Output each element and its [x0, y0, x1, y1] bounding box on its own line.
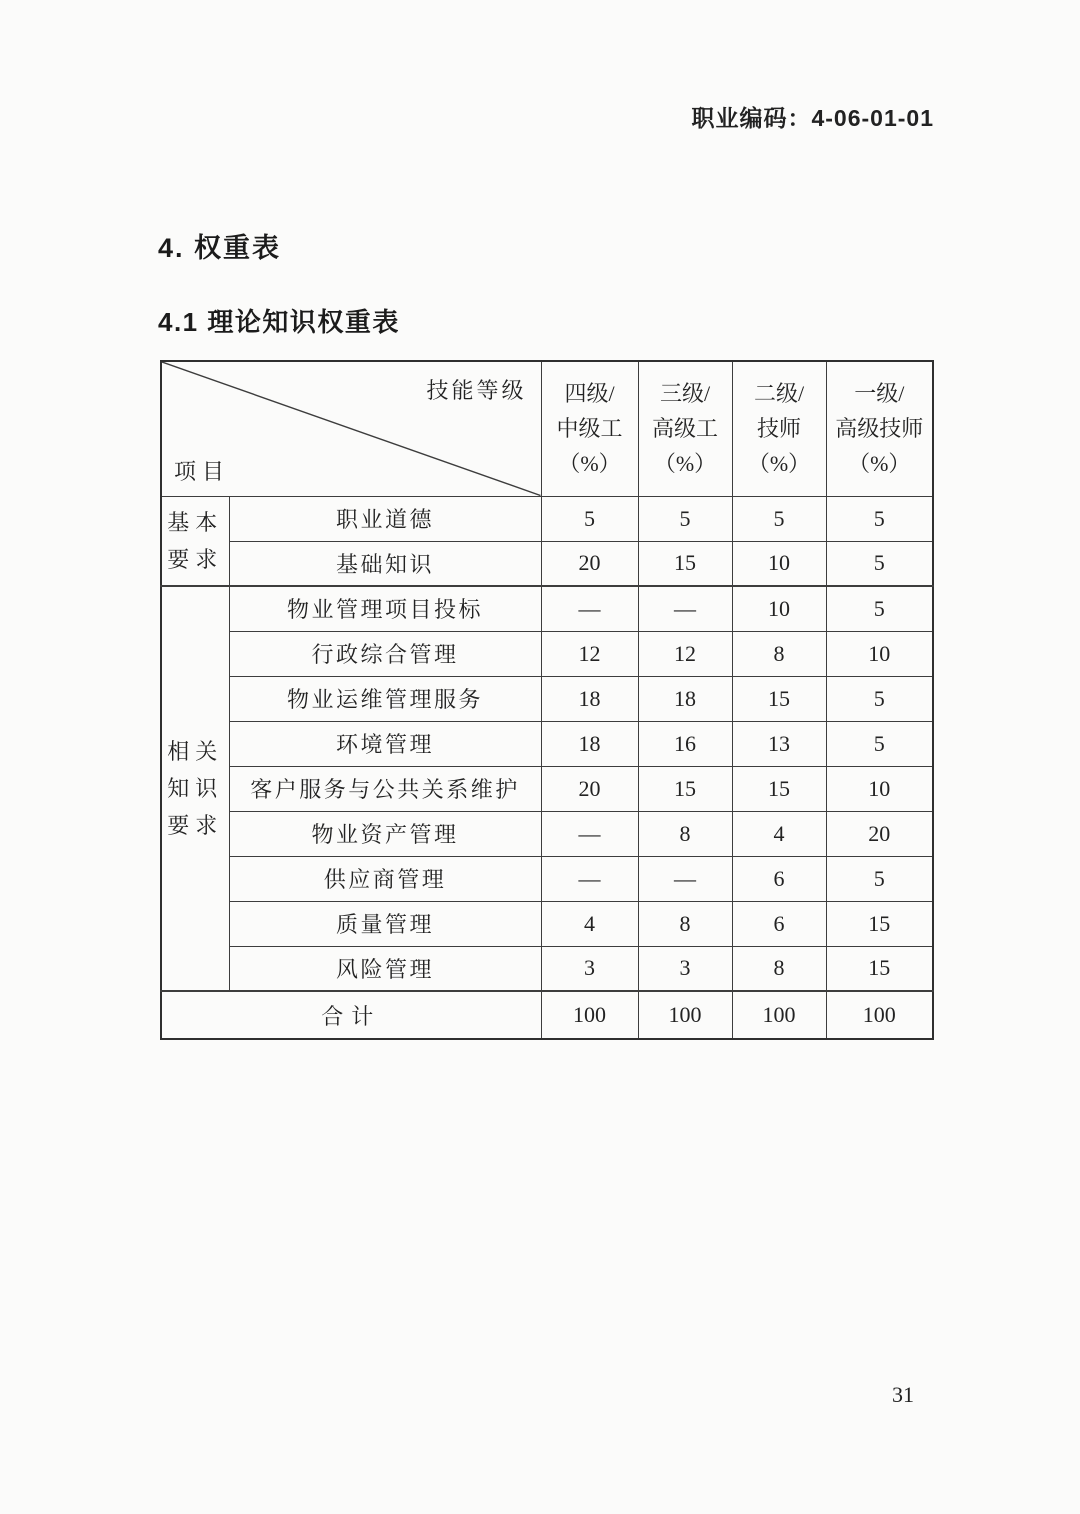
- table-row: [161, 766, 933, 811]
- column-header-line: （%）: [848, 451, 911, 477]
- value-cell: 20: [826, 811, 933, 856]
- value-cell: 5: [826, 496, 933, 541]
- value-cell: 3: [638, 946, 732, 991]
- total-row: [161, 991, 933, 1039]
- group-label-line: 基本: [167, 509, 224, 535]
- value-cell: 18: [541, 721, 638, 766]
- value-cell: 12: [541, 631, 638, 676]
- row-name-cell: 质量管理: [229, 901, 541, 946]
- value-cell: —: [541, 856, 638, 901]
- value-cell: 10: [732, 586, 826, 631]
- column-header-line: 高级工: [651, 416, 718, 442]
- row-name-cell: 供应商管理: [229, 856, 541, 901]
- table-row: [161, 496, 933, 541]
- value-cell: 5: [732, 496, 826, 541]
- section-heading: 4. 权重表: [158, 233, 282, 263]
- column-header-line: 高级技师: [835, 416, 924, 442]
- value-cell: 15: [826, 946, 933, 991]
- value-cell: 15: [826, 901, 933, 946]
- table-header-row: [161, 361, 933, 496]
- group-label-line: 相关: [167, 739, 224, 764]
- value-cell: 8: [638, 901, 732, 946]
- row-name-cell: 客户服务与公共关系维护: [229, 766, 541, 811]
- row-name-cell: 物业资产管理: [229, 811, 541, 856]
- row-name-cell: 职业道德: [229, 496, 541, 541]
- corner-label-skill-level: 技能等级: [426, 378, 527, 403]
- total-label-cell: 合计: [161, 991, 541, 1039]
- value-cell: 3: [541, 946, 638, 991]
- value-cell: —: [541, 586, 638, 631]
- table-row: [161, 676, 933, 721]
- column-header-line: 技师: [756, 416, 801, 442]
- column-header-line: （%）: [653, 451, 717, 477]
- column-header-line: 四级/: [564, 381, 615, 407]
- column-header-line: 中级工: [556, 416, 623, 442]
- value-cell: 10: [826, 631, 933, 676]
- value-cell: —: [541, 811, 638, 856]
- value-cell: 12: [638, 631, 732, 676]
- subsection-heading: 4.1 理论知识权重表: [158, 307, 400, 337]
- group-label-basic-requirements: [161, 496, 229, 586]
- corner-label-project: 项目: [174, 458, 231, 484]
- value-cell: 15: [732, 766, 826, 811]
- value-cell: 13: [732, 721, 826, 766]
- value-cell: 16: [638, 721, 732, 766]
- value-cell: —: [638, 586, 732, 631]
- total-value-cell: 100: [826, 991, 933, 1039]
- value-cell: 18: [541, 676, 638, 721]
- page-number: 31: [892, 1382, 914, 1407]
- column-header-line: （%）: [747, 451, 811, 477]
- table-row: [161, 721, 933, 766]
- table-row: [161, 541, 933, 586]
- group-label-line: 要求: [167, 813, 224, 838]
- value-cell: 15: [638, 541, 732, 586]
- column-header-level2: [732, 361, 826, 496]
- value-cell: 20: [541, 541, 638, 586]
- column-header-line: 一级/: [854, 381, 905, 407]
- group-label-line: 知识: [167, 776, 224, 801]
- value-cell: 5: [826, 676, 933, 721]
- table-row: [161, 811, 933, 856]
- row-name-cell: 物业管理项目投标: [229, 586, 541, 631]
- value-cell: 15: [732, 676, 826, 721]
- table-row: [161, 856, 933, 901]
- table-row: [161, 901, 933, 946]
- value-cell: 5: [638, 496, 732, 541]
- value-cell: 8: [638, 811, 732, 856]
- table-row: [161, 586, 933, 631]
- value-cell: 8: [732, 946, 826, 991]
- value-cell: —: [638, 856, 732, 901]
- column-header-line: 三级/: [659, 381, 711, 407]
- value-cell: 6: [732, 901, 826, 946]
- column-header-line: 二级/: [753, 381, 805, 407]
- value-cell: 20: [541, 766, 638, 811]
- value-cell: 4: [732, 811, 826, 856]
- value-cell: 5: [541, 496, 638, 541]
- value-cell: 5: [826, 586, 933, 631]
- total-value-cell: 100: [732, 991, 826, 1039]
- value-cell: 15: [638, 766, 732, 811]
- table-row: [161, 946, 933, 991]
- value-cell: 5: [826, 541, 933, 586]
- row-name-cell: 物业运维管理服务: [229, 676, 541, 721]
- row-name-cell: 基础知识: [229, 541, 541, 586]
- group-label-line: 要求: [167, 546, 224, 572]
- group-label-related-knowledge: [161, 586, 229, 991]
- value-cell: 10: [732, 541, 826, 586]
- table-row: [161, 631, 933, 676]
- row-name-cell: 风险管理: [229, 946, 541, 991]
- occupation-code: 职业编码：4-06-01-01: [691, 105, 934, 131]
- column-header-level4: [541, 361, 638, 496]
- theory-knowledge-weight-table: [160, 360, 934, 1040]
- row-name-cell: 行政综合管理: [229, 631, 541, 676]
- diagonal-corner-cell: [161, 361, 541, 496]
- value-cell: 10: [826, 766, 933, 811]
- row-name-cell: 环境管理: [229, 721, 541, 766]
- value-cell: 6: [732, 856, 826, 901]
- value-cell: 18: [638, 676, 732, 721]
- value-cell: 5: [826, 856, 933, 901]
- value-cell: 4: [541, 901, 638, 946]
- value-cell: 5: [826, 721, 933, 766]
- value-cell: 8: [732, 631, 826, 676]
- column-header-level3: [638, 361, 732, 496]
- column-header-level1: [826, 361, 933, 496]
- column-header-line: （%）: [558, 451, 621, 477]
- total-value-cell: 100: [541, 991, 638, 1039]
- total-value-cell: 100: [638, 991, 732, 1039]
